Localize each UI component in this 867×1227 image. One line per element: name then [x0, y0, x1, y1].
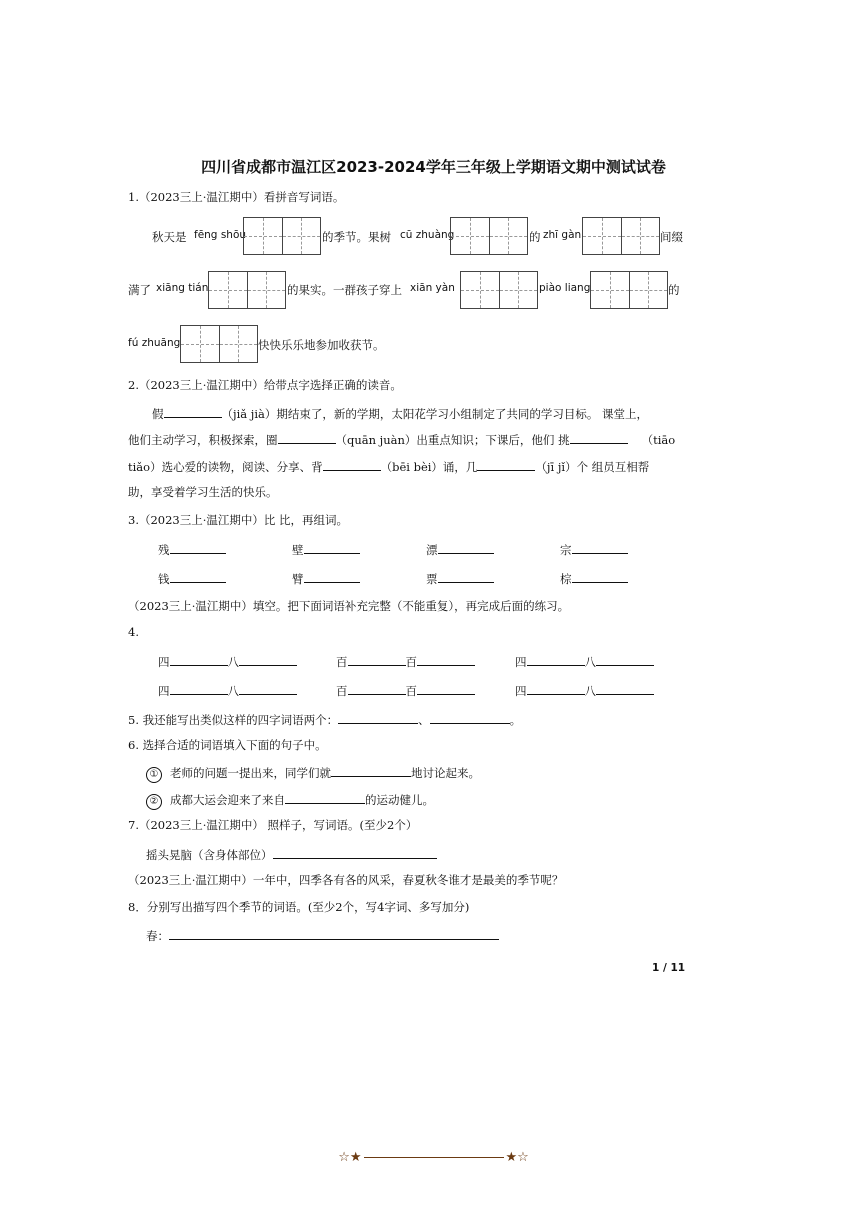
answer-blank[interactable]	[164, 404, 222, 418]
q4-char: 八	[584, 655, 596, 669]
q5-end: 。	[509, 713, 522, 727]
q4-number: 4.	[128, 625, 139, 639]
item-number-2: ②	[146, 794, 162, 810]
q2-text: tiǎo）选心爱的读物，阅读、分享、背	[128, 460, 323, 474]
q3-char: 票	[426, 572, 438, 586]
answer-blank[interactable]	[278, 430, 336, 444]
q1-text: 的果实。一群孩子穿上	[287, 283, 402, 297]
q4-char: 百	[336, 684, 348, 698]
answer-blank[interactable]	[527, 652, 585, 666]
q2-text: （jī jǐ）个 组员互相帮	[535, 460, 650, 474]
q4-char: 百	[336, 655, 348, 669]
q4-char: 八	[584, 684, 596, 698]
q4-char: 四	[515, 684, 527, 698]
q4-char: 八	[227, 655, 239, 669]
q1-pinyin: fú zhuāng	[128, 337, 181, 349]
q3-char: 漂	[426, 543, 438, 557]
q4-char: 八	[227, 684, 239, 698]
q6-text: 地讨论起来。	[411, 766, 480, 780]
q4-char: 百	[405, 684, 417, 698]
q3-char: 棕	[560, 572, 572, 586]
q8-intro: （2023三上·温江期中）一年中，四季各有各的风采，春夏秋冬谁才是最美的季节呢？	[128, 873, 564, 887]
q2-text: （quān juàn）出重点知识；下课后，他们 挑	[335, 433, 570, 447]
answer-blank[interactable]	[239, 681, 297, 695]
answer-blank[interactable]	[596, 652, 654, 666]
q1-text: 快快乐乐地参加收获节。	[258, 338, 385, 352]
q4-char: 四	[158, 655, 170, 669]
q4-char: 百	[405, 655, 417, 669]
q1-text: 的	[529, 230, 541, 244]
q3-char: 残	[158, 543, 170, 557]
answer-blank[interactable]	[430, 710, 510, 724]
answer-blank[interactable]	[304, 569, 360, 583]
q1-text: 满了	[128, 283, 151, 297]
q5-separator: 、	[418, 713, 430, 727]
answer-blank[interactable]	[570, 430, 628, 444]
answer-blank[interactable]	[338, 710, 418, 724]
q1-pinyin: xiāng tián	[156, 282, 209, 294]
answer-blank[interactable]	[285, 790, 365, 804]
footer-rule	[364, 1157, 504, 1158]
q7-heading: 7.（2023三上·温江期中） 照样子，写词语。(至少2个）	[128, 818, 418, 832]
q2-text: 助，享受着学习生活的快乐。	[128, 485, 278, 499]
q4-char: 四	[515, 655, 527, 669]
star-icon: ☆★	[338, 1150, 362, 1165]
star-icon: ★☆	[505, 1150, 529, 1165]
answer-blank[interactable]	[596, 681, 654, 695]
q2-heading: 2.（2023三上·温江期中）给带点字选择正确的读音。	[128, 378, 402, 392]
q1-writing-grid[interactable]	[243, 217, 321, 255]
q1-writing-grid[interactable]	[180, 325, 258, 363]
answer-line[interactable]	[273, 845, 437, 859]
q1-pinyin: xiān yàn	[410, 282, 455, 294]
q3-char: 壁	[292, 543, 304, 557]
page-number: 1 / 11	[652, 962, 686, 974]
q2-text: 他们主动学习，积极探索，圈	[128, 433, 278, 447]
q1-text: 间缀	[660, 230, 683, 244]
answer-blank[interactable]	[239, 652, 297, 666]
q1-pinyin: zhī gàn	[543, 229, 582, 241]
page-title: 四川省成都市温江区2023-2024学年三年级上学期语文期中测试试卷	[201, 158, 666, 176]
answer-blank[interactable]	[348, 652, 406, 666]
q1-pinyin: piào liang	[539, 282, 591, 294]
q1-pinyin: fēng shōu	[194, 229, 247, 241]
q2-text: （tiāo	[641, 433, 676, 447]
answer-blank[interactable]	[527, 681, 585, 695]
q1-pinyin: cū zhuàng	[400, 229, 455, 241]
q1-writing-grid[interactable]	[582, 217, 660, 255]
q2-text: （jiǎ jià）期结束了，新的学期，太阳花学习小组制定了共同的学习目标。 课堂上，	[221, 407, 649, 421]
answer-blank[interactable]	[417, 652, 475, 666]
q1-heading: 1.（2023三上·温江期中）看拼音写词语。	[128, 190, 345, 204]
q2-text: 假	[152, 407, 164, 421]
answer-blank[interactable]	[348, 681, 406, 695]
q8-label-spring: 春：	[146, 929, 169, 943]
q6-text: 的运动健儿。	[365, 793, 434, 807]
q6-text: 老师的问题一提出来，同学们就	[170, 766, 331, 780]
q4-char: 四	[158, 684, 170, 698]
item-number-1: ①	[146, 767, 162, 783]
q3-heading: 3.（2023三上·温江期中）比 比，再组词。	[128, 513, 349, 527]
answer-blank[interactable]	[572, 569, 628, 583]
q1-text: 的季节。果树	[322, 230, 391, 244]
q3-char: 宗	[560, 543, 572, 557]
q7-example: 摇头晃脑（含身体部位）	[146, 848, 273, 862]
answer-blank[interactable]	[331, 763, 411, 777]
q1-writing-grid[interactable]	[208, 271, 286, 309]
answer-line[interactable]	[169, 926, 499, 940]
answer-blank[interactable]	[477, 457, 535, 471]
answer-blank[interactable]	[417, 681, 475, 695]
answer-blank[interactable]	[572, 540, 628, 554]
q2-text: （bēi bèi）诵，几	[380, 460, 478, 474]
q6-text: 成都大运会迎来了来自	[170, 793, 285, 807]
answer-blank[interactable]	[170, 681, 228, 695]
footer-decoration	[0, 1150, 867, 1165]
answer-blank[interactable]	[323, 457, 381, 471]
q4-intro: （2023三上·温江期中）填空。把下面词语补充完整（不能重复），再完成后面的练习。	[128, 599, 570, 613]
answer-blank[interactable]	[170, 569, 226, 583]
q5-text: 5. 我还能写出类似这样的四字词语两个：	[128, 713, 339, 727]
q8-heading: 8．分别写出描写四个季节的词语。(至少2个，写4字词、多写加分)	[128, 900, 470, 914]
q6-heading: 6. 选择合适的词语填入下面的句子中。	[128, 738, 327, 752]
q1-text: 的	[668, 283, 680, 297]
answer-blank[interactable]	[438, 569, 494, 583]
answer-blank[interactable]	[304, 540, 360, 554]
answer-blank[interactable]	[170, 540, 226, 554]
q3-char: 钱	[158, 572, 170, 586]
answer-blank[interactable]	[438, 540, 494, 554]
q1-text: 秋天是	[152, 230, 187, 244]
q1-writing-grid[interactable]	[460, 271, 538, 309]
q1-writing-grid[interactable]	[590, 271, 668, 309]
answer-blank[interactable]	[170, 652, 228, 666]
q1-writing-grid[interactable]	[450, 217, 528, 255]
q3-char: 臂	[292, 572, 304, 586]
